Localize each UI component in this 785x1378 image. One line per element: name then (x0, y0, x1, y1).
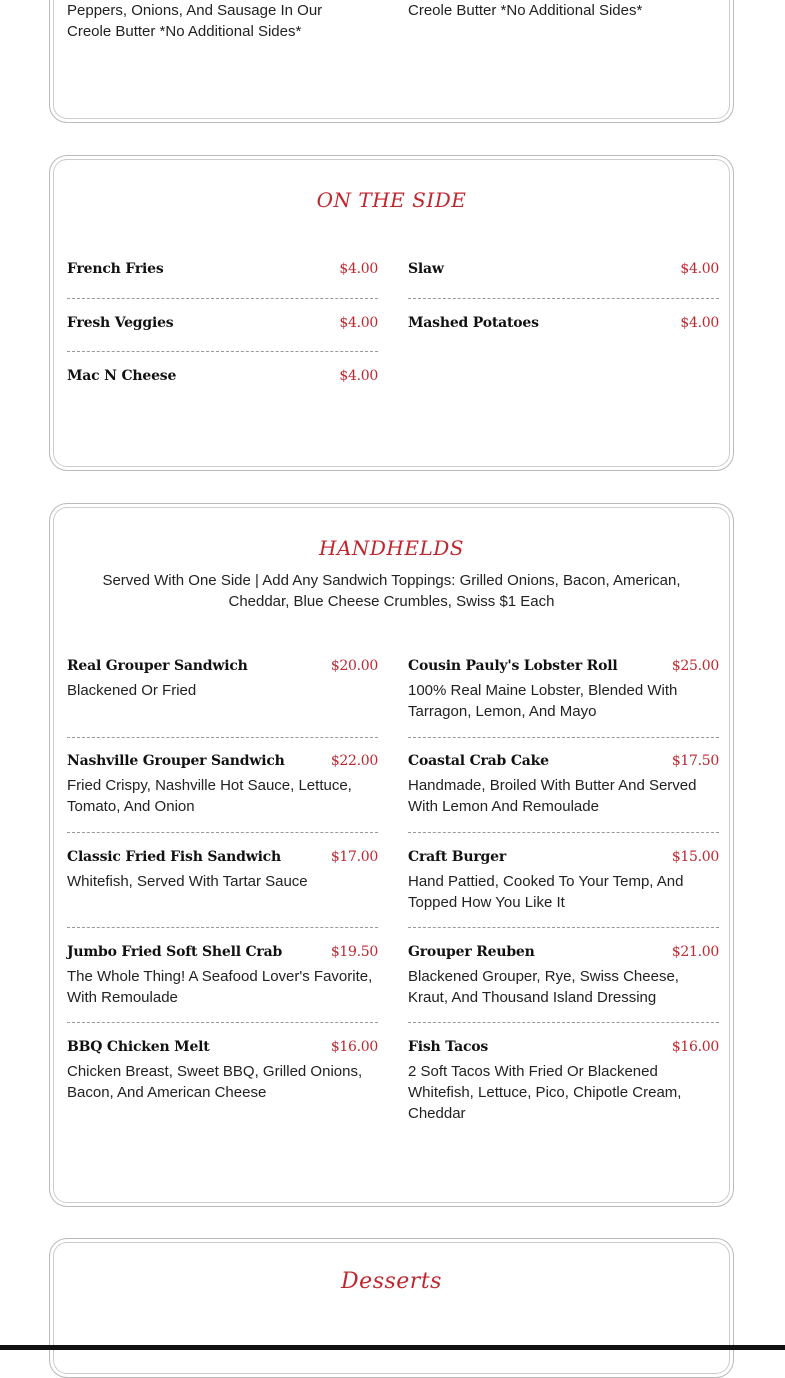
item-price: $4.00 (339, 315, 378, 331)
entrees-card-partial (49, 0, 734, 123)
item-price: $4.00 (339, 368, 378, 384)
item-price: $15.00 (671, 849, 719, 865)
item-desc: Handmade, Broiled With Butter And Served With Lemon And Remoulade (408, 777, 697, 815)
item-name: Mashed Potatoes (408, 315, 539, 331)
item-price: $4.00 (680, 261, 719, 277)
menu-item (67, 753, 378, 833)
item-desc-right: Creole Butter *No Additional Sides* (408, 2, 643, 19)
handhelds-card (49, 503, 734, 1207)
menu-item (67, 944, 378, 1023)
menu-item (67, 261, 378, 299)
item-desc: Fried Crispy, Nashville Hot Sauce, Lettuce, Tomato, And Onion (67, 777, 352, 815)
item-price: $21.00 (671, 944, 719, 960)
item-price: $22.00 (330, 753, 378, 769)
item-name: Grouper Reuben (408, 944, 535, 960)
menu-item (408, 315, 719, 351)
item-name: Mac N Cheese (67, 368, 177, 384)
item-desc: Hand Pattied, Cooked To Your Temp, And Topped How You Like It (408, 873, 684, 911)
item-name: Cousin Pauly's Lobster Roll (408, 658, 618, 674)
item-price: $17.50 (671, 753, 719, 769)
item-price: $19.50 (330, 944, 378, 960)
item-name: Fish Tacos (408, 1039, 489, 1055)
item-name: Nashville Grouper Sandwich (67, 753, 285, 769)
item-name: French Fries (67, 261, 164, 277)
item-price: $16.00 (330, 1039, 378, 1055)
section-title: ON THE SIDE (316, 188, 467, 212)
item-name: Craft Burger (408, 849, 507, 865)
menu-item (408, 753, 719, 833)
item-desc: 100% Real Maine Lobster, Blended With Tarragon, Lemon, And Mayo (408, 682, 678, 720)
item-name: Coastal Crab Cake (408, 753, 549, 769)
menu-item (408, 261, 719, 299)
section-title: HANDHELDS (319, 536, 464, 560)
item-name: BBQ Chicken Melt (67, 1039, 210, 1055)
menu-item (67, 315, 378, 352)
menu-item (408, 849, 719, 928)
item-price: $16.00 (671, 1039, 719, 1055)
item-name: Fresh Veggies (67, 315, 174, 331)
item-price: $20.00 (330, 658, 378, 674)
menu-item (408, 944, 719, 1023)
item-price: $4.00 (339, 261, 378, 277)
item-price: $4.00 (680, 315, 719, 331)
menu-item (67, 1039, 378, 1119)
menu-item (67, 849, 378, 928)
item-desc: Chicken Breast, Sweet BBQ, Grilled Onions, Bacon, And American Cheese (67, 1063, 363, 1101)
item-desc-left: Peppers, Onions, And Sausage In Our Creole Butter *No Additional Sides* (67, 2, 323, 40)
item-desc: Blackened Grouper, Rye, Swiss Cheese, Kraut, And Thousand Island Dressing (408, 968, 679, 1006)
item-name: Real Grouper Sandwich (67, 658, 248, 674)
item-desc: The Whole Thing! A Seafood Lover's Favorite, With Remoulade (67, 968, 373, 1006)
item-desc: Blackened Or Fried (67, 682, 197, 699)
item-name: Slaw (408, 261, 444, 277)
menu-item (408, 658, 719, 738)
item-name: Jumbo Fried Soft Shell Crab (67, 944, 283, 960)
on-the-side-card (49, 155, 734, 471)
bottom-edge-bar (0, 1345, 785, 1350)
item-price: $25.00 (671, 658, 719, 674)
item-desc: 2 Soft Tacos With Fried Or Blackened Whitefish, Lettuce, Pico, Chipotle Cream, Cheddar (408, 1063, 682, 1122)
section-title: Desserts (341, 1269, 442, 1294)
desserts-card (49, 1238, 734, 1378)
item-name: Classic Fried Fish Sandwich (67, 849, 281, 865)
menu-item (408, 1039, 719, 1122)
menu-item (67, 368, 378, 398)
menu-item (67, 658, 378, 738)
item-price: $17.00 (330, 849, 378, 865)
item-desc: Whitefish, Served With Tartar Sauce (67, 873, 308, 890)
section-subtitle: Served With One Side | Add Any Sandwich Toppings: Grilled Onions, Bacon, American, Cheddar, Blue Cheese Crumbles, Swiss $1 Each (102, 572, 681, 610)
